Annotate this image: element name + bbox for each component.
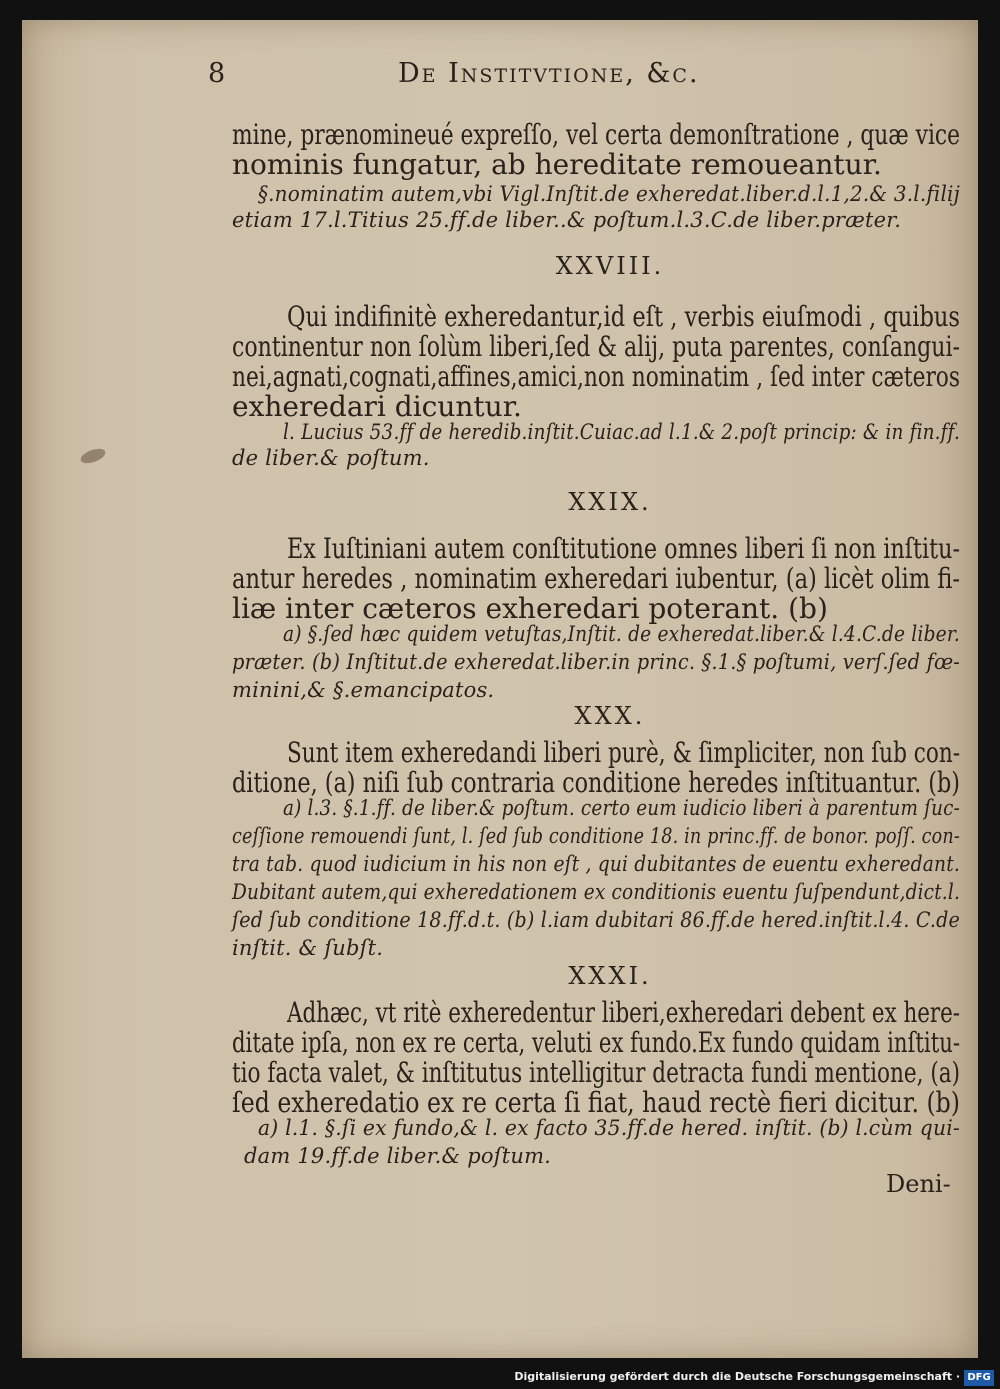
citation-line: a) l.3. §.1.ff. de liber.& poſtum. certo eum iudicio liberi à parentum ſuc- <box>283 796 960 820</box>
section-heading: XXX. <box>574 702 646 730</box>
citation-line: §.nominatim autem,vbi Vigl.Inſtit.de exheredat.liber.d.l.1,2.& 3.l.filij <box>258 182 960 206</box>
text-line: antur heredes , nominatim exheredari iubentur, (a) licèt olim fi- <box>232 562 960 595</box>
citation-line: l. Lucius 53.ff de heredib.inſtit.Cuiac.ad l.1.& 2.poſt princip: & in fin.ff. <box>283 420 960 444</box>
page-header <box>208 58 728 98</box>
text-line: continentur non ſolùm liberi,ſed & alij, puta parentes, conſangui- <box>232 330 960 363</box>
text-line: Sunt item exheredandi liberi purè, & ſimpliciter, non ſub con- <box>287 736 960 769</box>
citation-line: inſtit. & ſubſt. <box>232 936 384 960</box>
text-line: mine, prænomineué expreſſo, vel certa demonſtratione , quæ vice <box>232 118 960 151</box>
citation-line: etiam 17.l.Titius 25.ff.de liber..& poſtum.l.3.C.de liber.præter. <box>232 208 902 232</box>
text-line: tio facta valet, & inſtitutus intelligitur detracta fundi mentione, (a) <box>232 1056 960 1089</box>
dfg-logo: DFG <box>964 1370 994 1386</box>
text-line: nei,agnati,cognati,affines,amici,non nominatim , ſed inter cæteros <box>232 360 960 393</box>
section-heading: XXVIII. <box>555 252 665 280</box>
section-heading: XXXI. <box>568 962 652 990</box>
text-line: Adhæc, vt ritè exheredentur liberi,exheredari debent ex here- <box>287 996 960 1029</box>
text-line: ſed exheredatio ex re certa ſi fiat, haud rectè fieri dicitur. (b) <box>232 1086 960 1119</box>
text-line: Ex Iuſtiniani autem conſtitutione omnes liberi ſi non inſtitu- <box>287 532 960 565</box>
citation-line: a) l.1. §.ſi ex fundo,& l. ex facto 35.ff.de hered. inſtit. (b) l.cùm qui- <box>258 1116 960 1140</box>
citation-line: minini,& §.emancipatos. <box>232 678 495 702</box>
text-line: liæ inter cæteros exheredari poterant. (b) <box>232 592 828 625</box>
citation-line: a) §.ſed hæc quidem vetuſtas,Inſtit. de exheredat.liber.& l.4.C.de liber. <box>283 622 960 646</box>
text-line: exheredari dicuntur. <box>232 390 522 423</box>
citation-line: de liber.& poſtum. <box>232 446 430 470</box>
citation-line: ceſſione remouendi ſunt, l. ſed ſub conditione 18. in princ.ff. de bonor. poſſ. con- <box>232 824 960 848</box>
section-heading: XXIX. <box>568 488 652 516</box>
citation-line: ſed ſub conditione 18.ff.d.t. (b) l.iam dubitari 86.ff.de hered.inſtit.l.4. C.de <box>232 908 960 932</box>
citation-line: præter. (b) Inſtitut.de exheredat.liber.in princ. §.1.§ poſtumi, verſ.ſed fœ- <box>232 650 960 674</box>
citation-line: dam 19.ff.de liber.& poſtum. <box>244 1144 552 1168</box>
text-line: Qui indifinitè exheredantur,id eſt , verbis eiuſmodi , quibus <box>287 300 960 333</box>
page-number: 8 <box>208 58 228 89</box>
text-line: ditione, (a) niſi ſub contraria conditione heredes inſtituantur. (b) <box>232 766 960 799</box>
catchword: Deni- <box>886 1170 951 1198</box>
text-line: ditate ipſa, non ex re certa, veluti ex fundo.Ex fundo quidam inſtitu- <box>232 1026 960 1059</box>
citation-line: Dubitant autem,qui exheredationem ex conditionis euentu ſuſpendunt,dict.l. <box>232 880 960 904</box>
text-line: nominis fungatur, ab hereditate remoueantur. <box>232 148 882 181</box>
footer-bar <box>0 1368 1000 1389</box>
digitization-credit: Digitalisierung gefördert durch die Deutsche Forschungsgemeinschaft · <box>514 1370 960 1383</box>
citation-line: tra tab. quod iudicium in his non eſt , qui dubitantes de euentu exheredant. <box>232 852 960 876</box>
running-title: De Institvtione, &c. <box>398 58 700 89</box>
